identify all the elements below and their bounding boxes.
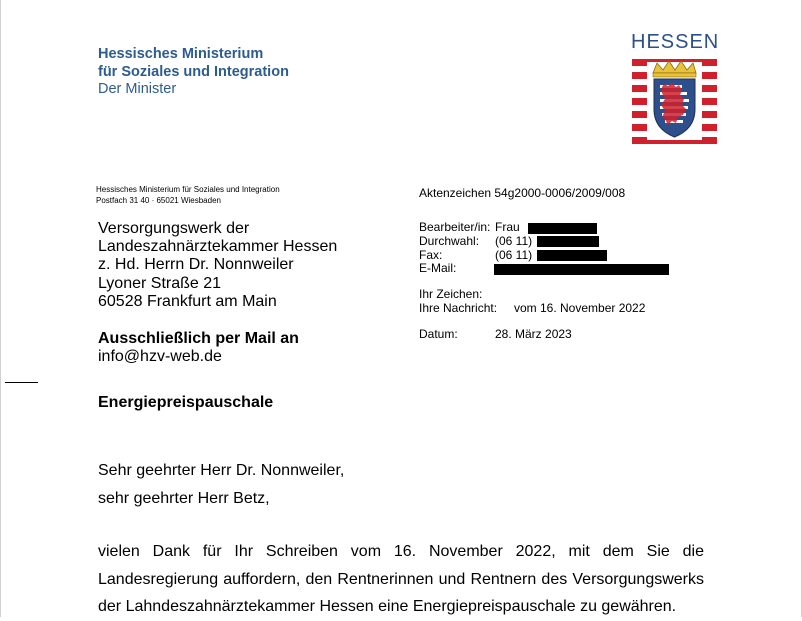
sender-return-address <box>96 185 280 206</box>
ihr-zeichen-label: Ihr Zeichen: <box>419 287 483 301</box>
durchwahl-value: (06 11) <box>495 233 533 248</box>
ministry-position: Der Minister <box>98 81 177 97</box>
redaction-bar <box>494 264 669 275</box>
recipient-address <box>98 220 337 311</box>
ihre-nachricht-value: vom 16. November 2022 <box>514 300 646 315</box>
bearbeiter-value: Frau <box>495 220 520 234</box>
letter-subject: Energiepreispauschale <box>98 394 274 411</box>
redaction-bar <box>537 236 599 247</box>
redaction-bar <box>528 223 597 234</box>
recipient-line: 60528 Frankfurt am Main <box>98 292 277 310</box>
email-label: E-Mail: <box>419 261 457 276</box>
salutation <box>98 457 344 513</box>
salutation-line: Sehr geehrter Herr Dr. Nonnweiler, <box>98 462 345 479</box>
fax-value: (06 11) <box>495 247 533 262</box>
redaction-bar <box>537 250 607 261</box>
delivery-label: Ausschließlich per Mail an <box>98 330 299 347</box>
recipient-line: Landeszahnärztekammer Hessen <box>98 238 338 256</box>
recipient-line: Versorgungswerk der <box>98 220 250 237</box>
sender-line2: Postfach 31 40 · 65021 Wiesbaden <box>96 195 221 205</box>
hessen-logo-text: HESSEN <box>631 31 720 53</box>
fax-label: Fax: <box>419 247 443 262</box>
delivery-method <box>98 330 299 366</box>
letter-body: vielen Dank für Ihr Schreiben vom 16. November 2022, mit dem Sie die Landesregierung auffordern, den Rentnerinnen und Rentnern des Versorgungswerks der Lahndeszahnärztekammer Hessen eine Energiepreispauschale zu gewähren. <box>98 543 704 615</box>
aktenzeichen: Aktenzeichen 54g2000-0006/2009/008 <box>419 186 626 200</box>
ministry-header <box>98 46 289 99</box>
durchwahl-label: Durchwahl: <box>419 233 480 248</box>
datum-value: 28. März 2023 <box>495 327 572 341</box>
reference-block <box>419 187 625 201</box>
hessen-coat-of-arms-logo <box>632 59 717 146</box>
sender-line1: Hessisches Ministerium für Soziales und Integration <box>96 185 280 194</box>
page-border-left <box>0 0 1 617</box>
fold-mark <box>5 382 38 383</box>
datum-label: Datum: <box>419 327 458 341</box>
recipient-line: z. Hd. Herrn Dr. Nonnweiler <box>98 256 294 274</box>
salutation-line: sehr geehrter Herr Betz, <box>98 490 270 507</box>
ihre-nachricht-label: Ihre Nachricht: <box>419 300 498 315</box>
delivery-email: info@hzv-web.de <box>98 348 222 365</box>
ministry-name-line2: für Soziales und Integration <box>98 63 289 80</box>
bearbeiter-label: Bearbeiter/in: <box>419 220 491 234</box>
ministry-name-line1: Hessisches Ministerium <box>98 46 264 62</box>
recipient-line: Lyoner Straße 21 <box>98 274 222 292</box>
